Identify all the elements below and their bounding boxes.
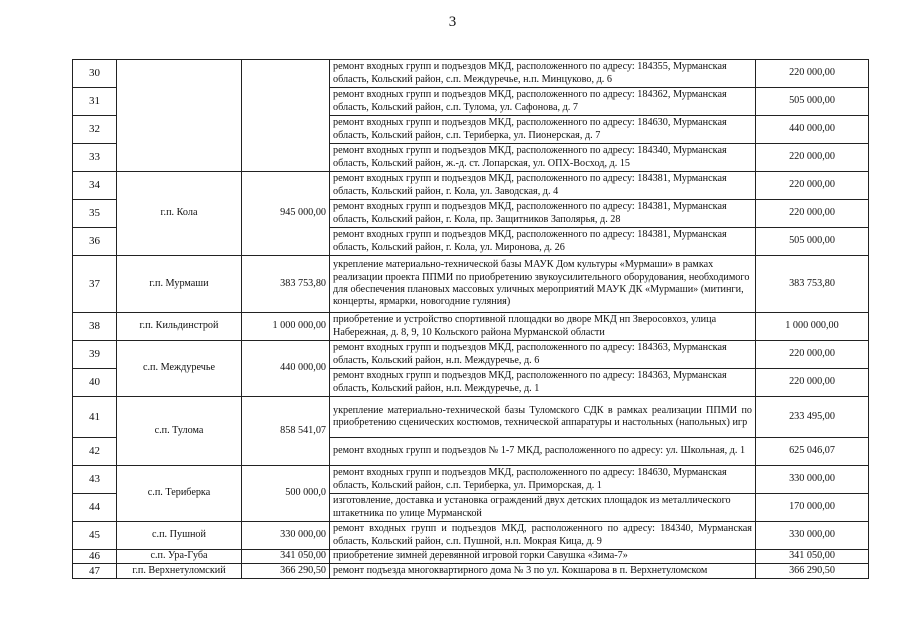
project-description: ремонт подъезда многоквартирного дома № 3 по ул. Кокшарова в п. Верхнетуломском [330,564,756,579]
settlement-total: 383 753,80 [242,256,330,313]
settlement-name: с.п. Междуречье [117,341,242,397]
settlement-total: 858 541,07 [242,397,330,466]
project-description: ремонт входных групп и подъездов МКД, расположенного по адресу: 184363, Мурманская область, Кольский район, н.п. Междуречье, д. 6 [330,341,756,369]
project-amount: 1 000 000,00 [756,313,869,341]
project-description: ремонт входных групп и подъездов МКД, расположенного по адресу: 184362, Мурманская область, Кольский район, с.п. Тулома, ул. Сафонова, д. 7 [330,88,756,116]
table-row [73,60,869,88]
table-row [73,172,869,200]
table-row [73,256,869,313]
row-number: 45 [73,522,117,550]
row-number: 46 [73,550,117,564]
project-amount: 341 050,00 [756,550,869,564]
project-description: приобретение зимней деревянной игровой горки Савушка «Зима-7» [330,550,756,564]
row-number: 34 [73,172,117,200]
project-description: ремонт входных групп и подъездов МКД, расположенного по адресу: 184381, Мурманская область, Кольский район, г. Кола, ул. Миронова, д. 26 [330,228,756,256]
page-number: 3 [448,14,457,30]
row-number: 40 [73,369,117,397]
settlement-total: 1 000 000,00 [242,313,330,341]
settlement-total: 366 290,50 [242,564,330,579]
row-number: 31 [73,88,117,116]
table-row [73,522,869,550]
row-number: 44 [73,494,117,522]
project-description: ремонт входных групп и подъездов МКД, расположенного по адресу: 184363, Мурманская область, Кольский район, н.п. Междуречье, д. 1 [330,369,756,397]
project-amount: 220 000,00 [756,172,869,200]
project-amount: 233 495,00 [756,397,869,438]
project-amount: 220 000,00 [756,144,869,172]
project-description: ремонт входных групп и подъездов МКД, расположенного по адресу: 184381, Мурманская область, Кольский район, г. Кола, пр. Защитников Заполярья, д. 28 [330,200,756,228]
project-description: ремонт входных групп и подъездов МКД, расположенного по адресу: 184355, Мурманская область, Кольский район, с.п. Междуречье, н.п. Минцуково, д. 6 [330,60,756,88]
table-row [73,466,869,494]
project-description: ремонт входных групп и подъездов МКД, расположенного по адресу: 184630, Мурманская область, Кольский район, с.п. Териберка, ул. Пионерская, д. 7 [330,116,756,144]
project-amount: 330 000,00 [756,466,869,494]
row-number: 32 [73,116,117,144]
project-amount: 220 000,00 [756,200,869,228]
project-description: ремонт входных групп и подъездов МКД, расположенного по адресу: 184340, Мурманская область, Кольский район, с.п. Пушной, н.п. Мокрая Кица, д. 9 [330,522,756,550]
allocation-table [72,59,869,579]
settlement-name: с.п. Териберка [117,466,242,522]
settlement-name: г.п. Верхнетуломский [117,564,242,579]
row-number: 38 [73,313,117,341]
settlement-total: 500 000,0 [242,466,330,522]
settlement-name: г.п. Кильдинстрой [117,313,242,341]
settlement-name: с.п. Ура-Губа [117,550,242,564]
project-amount: 440 000,00 [756,116,869,144]
row-number: 43 [73,466,117,494]
settlement-total: 945 000,00 [242,172,330,256]
project-description: приобретение и устройство спортивной площадки во дворе МКД нп Зверосовхоз, улица Набережная, д. 8, 9, 10 Кольского района Мурманской области [330,313,756,341]
total-cell-empty [242,60,330,172]
row-number: 39 [73,341,117,369]
project-amount: 220 000,00 [756,369,869,397]
settlement-total: 341 050,00 [242,550,330,564]
project-amount: 170 000,00 [756,494,869,522]
project-description: ремонт входных групп и подъездов МКД, расположенного по адресу: 184340, Мурманская область, Кольский район, ж.-д. ст. Лопарская, ул. ОПХ-Восход, д. 15 [330,144,756,172]
row-number: 30 [73,60,117,88]
table-row [73,564,869,579]
project-amount: 383 753,80 [756,256,869,313]
project-amount: 505 000,00 [756,88,869,116]
row-number: 47 [73,564,117,579]
project-amount: 220 000,00 [756,60,869,88]
row-number: 35 [73,200,117,228]
row-number: 37 [73,256,117,313]
row-number: 33 [73,144,117,172]
project-description: ремонт входных групп и подъездов № 1-7 МКД, расположенного по адресу: ул. Школьная, д. 1 [330,438,756,466]
settlement-name: г.п. Кола [117,172,242,256]
project-description: ремонт входных групп и подъездов МКД, расположенного по адресу: 184381, Мурманская область, Кольский район, г. Кола, ул. Заводская, д. 4 [330,172,756,200]
project-amount: 220 000,00 [756,341,869,369]
project-amount: 625 046,07 [756,438,869,466]
project-amount: 366 290,50 [756,564,869,579]
project-description: укрепление материально-технической базы Туломского СДК в рамках реализации ППМИ по приобретению сценических костюмов, технической аппаратуры и настольных (напольных) игр [330,397,756,438]
project-amount: 330 000,00 [756,522,869,550]
row-number: 41 [73,397,117,438]
project-description: ремонт входных групп и подъездов МКД, расположенного по адресу: 184630, Мурманская область, Кольский район, с.п. Териберка, ул. Приморская, д. 1 [330,466,756,494]
settlement-total: 440 000,00 [242,341,330,397]
project-description: укрепление материально-технической базы МАУК Дом культуры «Мурмаши» в рамках реализации проекта ППМИ по приобретению звукоусилительного оборудования, необходимого для обеспечения плановых массовых уличных мероприятий МАУК ДК «Мурмаши» (митинги, концерты, ярмарки, новогодние гуляния) [330,256,756,313]
row-number: 36 [73,228,117,256]
project-description: изготовление, доставка и установка ограждений двух детских площадок из металлического штакетника по улице Мурманской [330,494,756,522]
table-row [73,313,869,341]
table-row [73,341,869,369]
settlement-name: с.п. Тулома [117,397,242,466]
settlement-total: 330 000,00 [242,522,330,550]
table-row [73,550,869,564]
settlement-name: с.п. Пушной [117,522,242,550]
settlement-cell-empty [117,60,242,172]
project-amount: 505 000,00 [756,228,869,256]
row-number: 42 [73,438,117,466]
table-row [73,397,869,438]
settlement-name: г.п. Мурмаши [117,256,242,313]
